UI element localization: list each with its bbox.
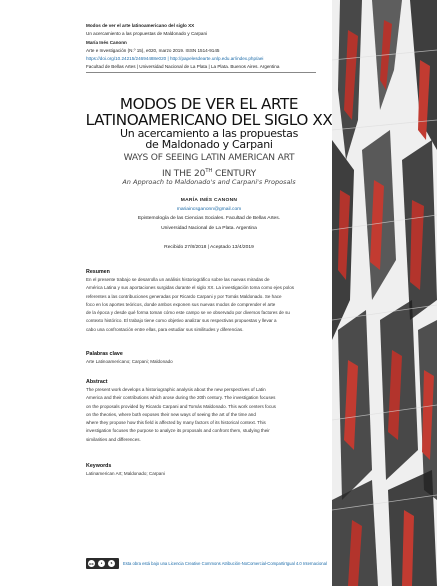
abstract-line: on the theories, where both exposes their new ways of seeing the art of the time and — [86, 411, 256, 417]
palabras-clave-text: Arte Latinoamericano; Carpani; Maldonado — [86, 359, 173, 364]
citation-header — [86, 22, 332, 72]
resumen-heading: Resumen — [86, 269, 110, 275]
resumen-line: En el presente trabajo se desarrolla un análisis historiográfico sobre las nuevas miradas de — [86, 277, 270, 282]
subtitle-es-line-1: Un acercamiento a las propuestas — [119, 127, 299, 140]
header-institution-line: Facultad de Bellas Artes | Universidad Nacional de La Plata | La Plata. Buenos Aires. Argentina — [86, 64, 280, 70]
title-en-line-2-post: CENTURY — [212, 168, 256, 179]
header-doi-link[interactable]: https://doi.org/10.24215/24694488e020 | http://papelesdearte.unlp.edu.ar/index.php/aei — [86, 56, 264, 62]
abstract-line: The present work develops a historiographic analysis about the new perspectives of Latin — [86, 387, 266, 392]
author-name: MARÍA INÉS CANONN — [180, 198, 238, 203]
palabras-clave-heading: Palabras clave — [86, 351, 123, 357]
keywords-text: Latinamerican Art; Maldonado; Carpani — [86, 471, 165, 476]
title-english — [84, 152, 334, 180]
header-author-line: María Inés Canonn — [86, 39, 127, 45]
title-en-line-2-pre: IN THE 20 — [162, 168, 206, 179]
author-affiliation-1: Epistemología de las Ciencias Sociales. Facultad de Bellas Artes. — [137, 216, 281, 222]
abstract-line: where they propose how this field is affected by many factors of its historical context. This — [86, 420, 266, 425]
header-title-line: Modos de ver el arte latinoamericano del siglo XX — [86, 23, 195, 28]
resumen-body — [86, 276, 326, 334]
license-link[interactable]: Esta obra está bajo una Licencia Creative Commons Atribución-NoComercial-CompartirIgual 4.0 Internacional — [123, 561, 327, 566]
resumen-line: de la época y desde qué forma toman cómo este campo se ve observado por diversos factores de su — [86, 310, 290, 315]
title-en-line-1: WAYS OF SEEING LATIN AMERICAN ART — [123, 153, 295, 163]
creative-commons-badge[interactable] — [86, 558, 119, 569]
resumen-line: referentes a las contribuciones generadas por Ricardo Carpani y por Tomás Maldonado. Se hace — [86, 293, 282, 299]
header-journal-line: Arte e Investigación (N.º 15), e020, marzo 2019. ISSN 1514-9145 — [86, 47, 220, 53]
abstract-line: investigation focuses the purpose to analyze its proposals and confront them, studying their — [86, 428, 270, 434]
resumen-line: foco en los aportes teóricos, donde ambos exponen sus nuevas modos de comprender el arte — [86, 301, 276, 307]
artwork-illustration — [332, 0, 437, 586]
abstract-body — [86, 386, 326, 444]
title-en-superscript: TH — [205, 167, 213, 174]
author-block — [84, 196, 334, 233]
resumen-line: América Latina y sus aportaciones surgidas durante el siglo XX. La investigación toma como ejes polos — [86, 285, 295, 291]
abstract-heading: Abstract — [86, 379, 108, 385]
abstract-line: on the proposals provided by Ricardo Carpani and Tomás Maldonado. This work centers focus — [86, 403, 276, 409]
abstract-line: America and their contributions which arose during the 20th century. The investigation focuses — [86, 395, 276, 401]
palabras-clave-section — [86, 350, 326, 366]
author-affiliation-2: Universidad Nacional de La Plata. Argentina — [161, 225, 257, 231]
by-icon: ● — [98, 560, 105, 567]
author-email-link[interactable]: mariaincsganonn@gmail.com — [176, 207, 242, 213]
resumen-line: contexto histórico. El trabajo tiene como objetivo analizar sus respectivas propuestas y llevar a — [86, 318, 277, 324]
title-spanish — [84, 96, 334, 128]
subtitle-english: An Approach to Maldonado's and Carpani's Proposals — [122, 178, 296, 186]
decorative-artwork — [332, 0, 437, 586]
abstract-section — [86, 378, 326, 444]
header-divider — [86, 72, 316, 73]
keywords-section — [86, 462, 326, 478]
resumen-line: cabo una confrontación entre ellas, para estudiar sus similitudes y diferencias. — [86, 326, 244, 332]
abstract-line: similarities and differences. — [86, 436, 141, 442]
subtitle-es-line-2: de Maldonado y Carpani — [145, 138, 273, 152]
header-subtitle-line: Un acercamiento a las propuestas de Maldonado y Carpani — [86, 31, 208, 37]
title-es-line-2: LATINOAMERICANO DEL SIGLO XX — [85, 111, 333, 129]
received-accepted-dates: Recibido 27/8/2018 | Aceptado 13/4/2019 — [164, 245, 254, 250]
keywords-heading: Keywords — [86, 463, 112, 469]
subtitle-spanish — [84, 128, 334, 151]
cc-icon: cc — [89, 561, 94, 566]
resumen-section — [86, 268, 326, 334]
title-es-line-1: MODOS DE VER EL ARTE — [119, 95, 299, 113]
nc-icon: $ — [108, 560, 115, 567]
